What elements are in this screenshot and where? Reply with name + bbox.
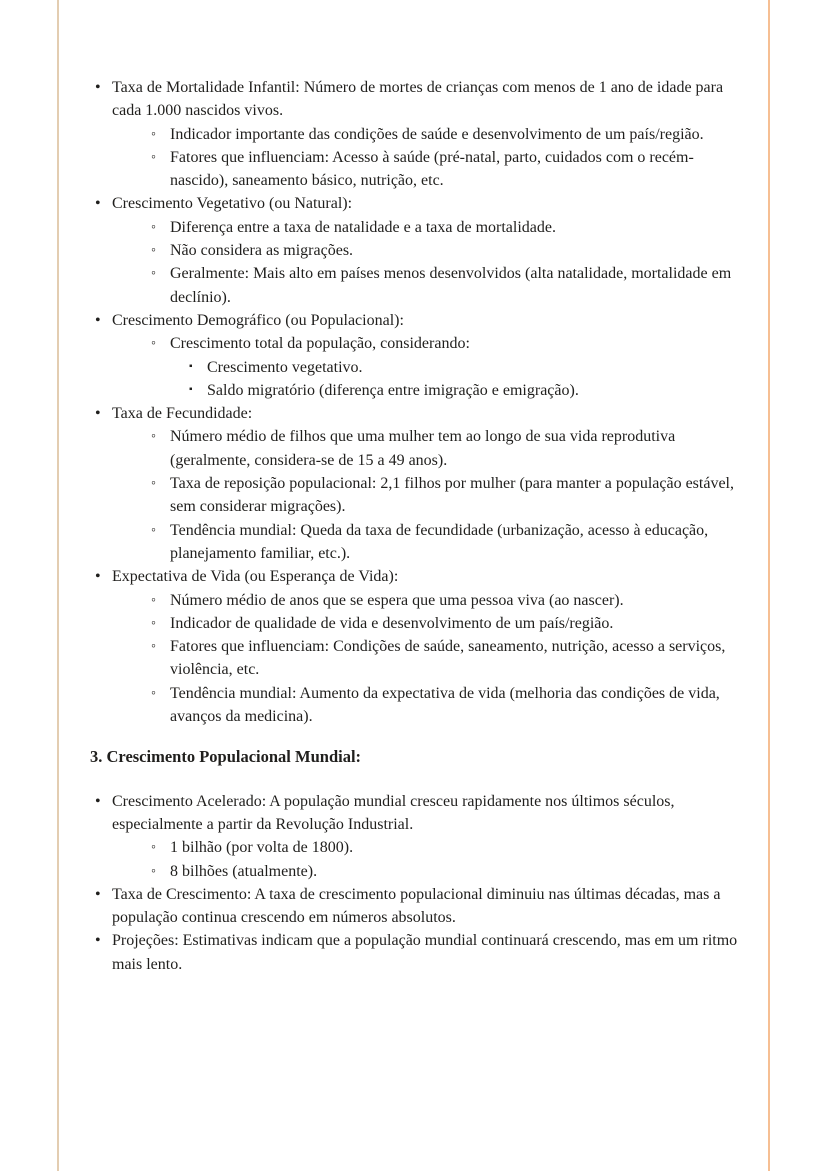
list-item-text: Projeções: Estimativas indicam que a população mundial continuará crescendo, mas em um ritmo mais lento.	[112, 932, 738, 973]
bullet-circle-icon: ◦	[151, 149, 156, 165]
list-item	[150, 216, 740, 239]
list-item-text: Não considera as migrações.	[170, 242, 354, 260]
list-item	[90, 76, 740, 192]
list-item-text: Crescimento vegetativo.	[207, 358, 363, 376]
bullet-disc-icon: •	[95, 195, 101, 213]
sub-list	[150, 216, 740, 309]
bullet-circle-icon: ◦	[151, 615, 156, 631]
list-item-text: Expectativa de Vida (ou Esperança de Vida):	[112, 568, 399, 586]
section-heading: 3. Crescimento Populacional Mundial:	[90, 747, 362, 767]
list-item-text: Crescimento total da população, considerando:	[170, 335, 470, 353]
list-item	[150, 682, 740, 729]
bullet-circle-icon: ◦	[151, 863, 156, 879]
list-item	[90, 565, 740, 728]
bullet-circle-icon: ◦	[151, 840, 156, 856]
list-item	[150, 425, 740, 472]
bullet-disc-icon: •	[95, 885, 101, 903]
bullet-circle-icon: ◦	[151, 522, 156, 538]
bullet-disc-icon: •	[95, 405, 101, 423]
bullet-circle-icon: ◦	[151, 685, 156, 701]
list-item-text: Fatores que influenciam: Acesso à saúde (pré-natal, parto, cuidados com o recém-nascido), saneamento básico, nutrição, etc.	[170, 148, 694, 190]
list-item	[150, 836, 740, 859]
list-item	[90, 883, 740, 930]
list-item-text: Saldo migratório (diferença entre imigração e emigração).	[207, 381, 579, 399]
list-item-text: Tendência mundial: Aumento da expectativa de vida (melhoria das condições de vida, avanços da medicina).	[170, 684, 720, 726]
list-item-text: Fatores que influenciam: Condições de saúde, saneamento, nutrição, acesso a serviços, violência, etc.	[170, 638, 726, 679]
list-item	[150, 146, 740, 193]
list-item	[150, 332, 740, 402]
list-item	[189, 356, 740, 379]
bullet-disc-icon: •	[95, 792, 101, 810]
list-item-text: Número médio de anos que se espera que uma pessoa viva (ao nascer).	[170, 591, 624, 609]
sub-list	[150, 836, 740, 883]
list-item-text: Crescimento Acelerado: A população mundial cresceu rapidamente nos últimos séculos, especialmente a partir da Revolução Industrial.	[112, 792, 675, 833]
list-item-text: Diferença entre a taxa de natalidade e a taxa de mortalidade.	[170, 218, 556, 236]
list-item	[150, 519, 740, 566]
list-item	[150, 239, 740, 262]
list-item	[189, 379, 740, 402]
sub-list	[150, 589, 740, 729]
bullet-circle-icon: ◦	[151, 476, 156, 492]
list-item-text: Geralmente: Mais alto em países menos desenvolvidos (alta natalidade, mortalidade em declínio).	[170, 265, 732, 306]
bullet-circle-icon: ◦	[151, 336, 156, 352]
sub-list	[150, 425, 740, 565]
list-item	[90, 402, 740, 565]
bullet-circle-icon: ◦	[151, 243, 156, 259]
list-item	[90, 192, 740, 308]
list-item-text: Indicador importante das condições de saúde e desenvolvimento de um país/região.	[170, 125, 704, 143]
list-item	[150, 612, 740, 635]
list-item-text: Crescimento Vegetativo (ou Natural):	[112, 195, 353, 213]
right-border-rule	[768, 0, 770, 1171]
list-item	[90, 790, 740, 883]
page-content	[90, 76, 740, 976]
list-item	[150, 262, 740, 309]
list-item	[150, 860, 740, 883]
list-item-text: 8 bilhões (atualmente).	[170, 862, 318, 880]
list-item-text: Indicador de qualidade de vida e desenvolvimento de um país/região.	[170, 614, 614, 632]
list-item	[90, 309, 740, 402]
left-border-rule	[57, 0, 59, 1171]
sub-sub-list	[189, 356, 740, 403]
bullet-circle-icon: ◦	[151, 266, 156, 282]
sub-list	[150, 332, 740, 402]
list-item-text: Taxa de reposição populacional: 2,1 filhos por mulher (para manter a população estável, sem considerar migrações).	[170, 475, 734, 516]
bullet-disc-icon: •	[95, 568, 101, 586]
bullet-circle-icon: ◦	[151, 219, 156, 235]
list-item-text: Tendência mundial: Queda da taxa de fecundidade (urbanização, acesso à educação, planejamento familiar, etc.).	[170, 521, 709, 562]
bullet-circle-icon: ◦	[151, 429, 156, 445]
bullet-list-population-growth	[90, 790, 740, 976]
list-item-text: Taxa de Mortalidade Infantil: Número de mortes de crianças com menos de 1 ano de idade para cada 1.000 nascidos vivos.	[112, 79, 724, 120]
bullet-circle-icon: ◦	[151, 639, 156, 655]
list-item-text: Taxa de Fecundidade:	[112, 405, 253, 423]
list-item	[150, 123, 740, 146]
bullet-square-icon: ▪	[189, 360, 193, 372]
bullet-circle-icon: ◦	[151, 126, 156, 142]
bullet-disc-icon: •	[95, 79, 101, 96]
bullet-disc-icon: •	[95, 311, 101, 329]
list-item	[150, 589, 740, 612]
list-item-text: Taxa de Crescimento: A taxa de crescimento populacional diminuiu nas últimas décadas, mas a população continua crescendo em números absolutos.	[112, 885, 721, 927]
list-item	[90, 929, 740, 976]
list-item	[150, 635, 740, 682]
sub-list	[150, 123, 740, 193]
list-item-text: Número médio de filhos que uma mulher tem ao longo de sua vida reprodutiva (geralmente, considera-se de 15 a 49 anos).	[170, 428, 676, 469]
list-item-text: Crescimento Demográfico (ou Populacional):	[112, 311, 404, 329]
bullet-list-demographic-indicators	[90, 76, 740, 728]
list-item	[150, 472, 740, 519]
bullet-square-icon: ▪	[189, 383, 193, 395]
list-item-text: 1 bilhão (por volta de 1800).	[170, 839, 354, 857]
bullet-disc-icon: •	[95, 932, 101, 950]
bullet-circle-icon: ◦	[151, 592, 156, 608]
